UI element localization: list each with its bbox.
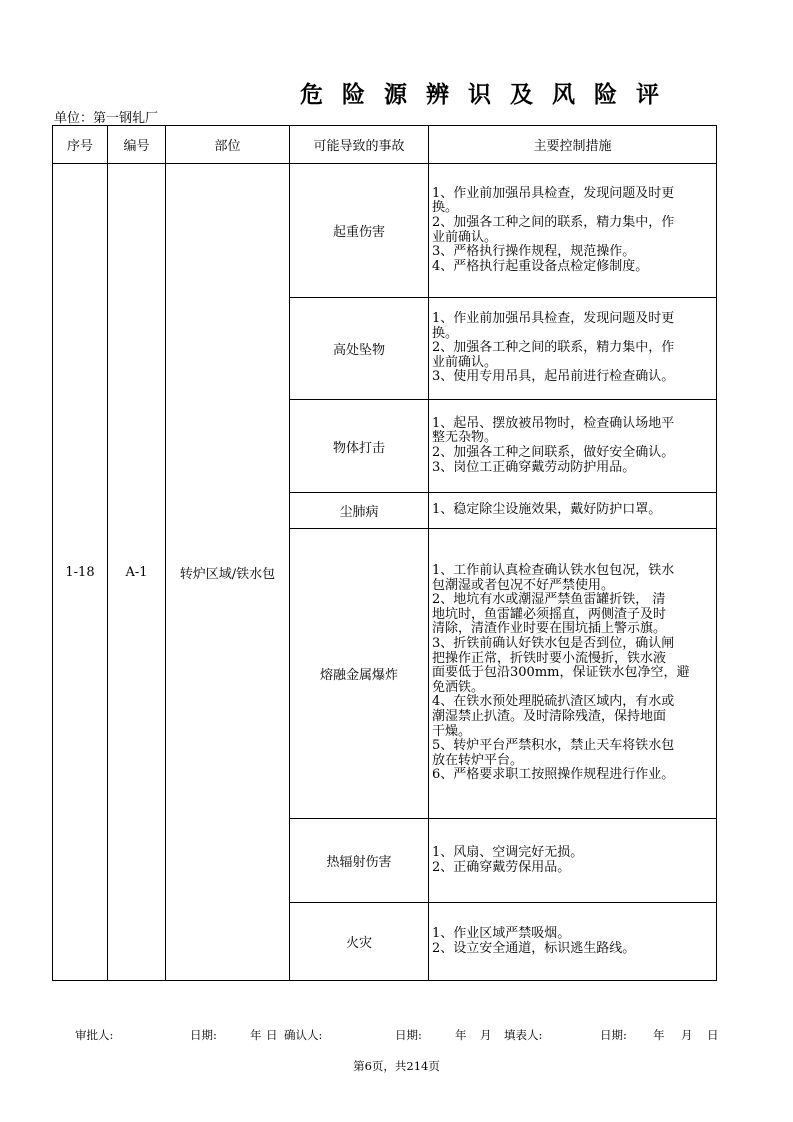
accident-cell: 热辐射伤害 [290,819,429,903]
measure-line: 换。 [432,200,459,216]
measure-line: 放在转炉平台。 [432,752,524,768]
measure-line: 3、岗位工正确穿戴劳动防护用品。 [432,459,636,475]
accident-cell: 火灾 [290,903,429,981]
measure-line: 6、严格要求职工按照操作规程进行作业。 [432,767,675,783]
header-measures: 主要控制措施 [429,126,717,164]
header-location: 部位 [166,126,290,164]
measures-cell [429,903,717,981]
measure-line: 4、在铁水预处理脱硫扒渣区域内，有水或 [432,694,675,710]
measure-line: 1、工作前认真检查确认铁水包包况，铁水 [432,563,675,579]
measure-line: 潮湿禁止扒渣。及时清除残渣，保持地面 [432,708,667,724]
table-row [53,164,717,298]
measure-line: 3、使用专用吊具，起吊前进行检查确认。 [432,369,675,385]
measure-line: 干燥。 [432,723,472,739]
measure-line: 1、稳定除尘设施效果，戴好防护口罩。 [432,502,662,518]
accident-cell: 物体打击 [290,400,429,493]
hazard-table [52,125,717,981]
measures-cell [429,493,717,529]
measure-line: 2、设立安全通道，标识逃生路线。 [432,940,636,956]
date-label-3: 日期: [600,1028,627,1042]
measure-line: 5、转炉平台严禁积水，禁止天车将铁水包 [432,738,675,754]
date-label-1: 日期: [190,1028,217,1042]
accident-cell: 熔融金属爆炸 [290,529,429,819]
measure-line: 清除，清渣作业时要在围坑插上警示旗。 [432,621,667,637]
measure-line: 1、起吊、摆放被吊物时，检查确认场地平 [432,415,675,431]
day-label-1: 日 [266,1028,278,1042]
measures-cell [429,819,717,903]
measure-line: 换。 [432,325,459,341]
measures-cell [429,164,717,298]
header-accident: 可能导致的事故 [290,126,429,164]
measure-line: 2、加强各工种之间联系，做好安全确认。 [432,445,675,460]
approver-label: 审批人: [75,1028,114,1042]
measure-line: 2、加强各工种之间的联系，精力集中，作 [432,340,675,356]
measure-line: 2、地坑有水或潮湿严禁鱼雷罐折铁， 清 [432,592,666,608]
page-title: 危险源辨识及风险评 [300,82,678,108]
measure-line: 免洒铁。 [432,679,485,695]
measure-line: 1、作业前加强吊具检查，发现问题及时更 [432,185,675,201]
measures-cell [429,400,717,493]
filler-label: 填表人: [504,1028,543,1042]
measure-line: 2、加强各工种之间的联系，精力集中，作 [432,214,675,230]
year-label-1: 年 [250,1028,262,1042]
month-label-2: 月 [480,1028,492,1042]
year-label-3: 年 [653,1028,665,1042]
measure-line: 3、严格执行操作规程，规范操作。 [432,244,636,260]
measure-line: 把操作正常，折铁时要小流慢折，铁水液 [432,650,667,666]
table-header-row [53,126,717,164]
header-code: 编号 [108,126,166,164]
seq-cell: 1-18 [53,164,108,981]
accident-cell: 尘肺病 [290,493,429,529]
header-seq: 序号 [53,126,108,164]
accident-cell: 起重伤害 [290,164,429,298]
measure-line: 1、作业区域严禁吸烟。 [432,925,571,941]
measure-line: 业前确认。 [432,354,498,370]
date-label-2: 日期: [395,1028,422,1042]
measures-cell [429,529,717,819]
code-cell: A-1 [108,164,166,981]
measure-line: 整无杂物。 [432,430,498,446]
measures-cell [429,298,717,400]
measure-line: 1、风扇、空调完好无损。 [432,844,584,860]
month-label-3: 月 [681,1028,693,1042]
unit-label: 单位：第一钢轧厂 [54,111,159,126]
measure-line: 业前确认。 [432,229,498,245]
accident-cell: 高处坠物 [290,298,429,400]
year-label-2: 年 [455,1028,467,1042]
day-label-3: 日 [707,1028,719,1042]
measure-line: 包潮湿或者包况不好严禁使用。 [432,577,615,593]
measure-line: 3、折铁前确认好铁水包是否到位，确认闸 [432,636,675,652]
measure-line: 2、正确穿戴劳保用品。 [432,859,571,875]
page-number: 第6页，共214页 [353,1059,440,1073]
measure-line: 1、作业前加强吊具检查，发现问题及时更 [432,311,675,327]
measure-line: 4、严格执行起重设备点检定修制度。 [432,258,649,274]
measure-line: 地坑时，鱼雷罐必须摇直，两侧渣子及时 [432,606,667,622]
confirmer-label: 确认人: [284,1028,323,1042]
location-cell: 转炉区域/铁水包 [166,164,290,981]
measure-line: 面要低于包沿300mm，保证铁水包净空，避 [432,665,690,681]
